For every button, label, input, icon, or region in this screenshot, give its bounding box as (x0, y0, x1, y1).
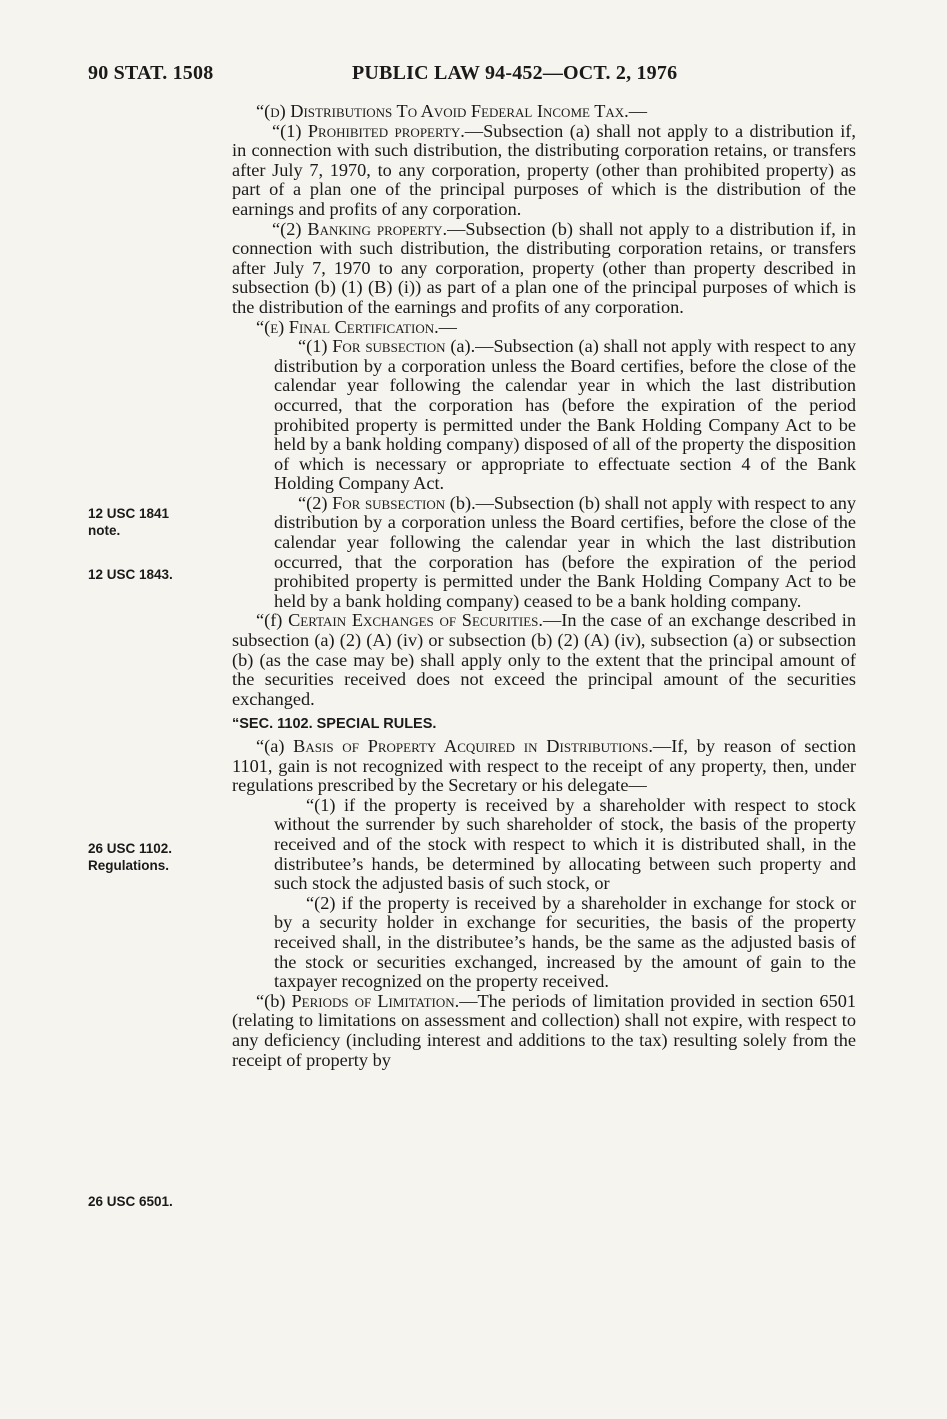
paragraph-prefix: “(1) (272, 120, 308, 141)
subsection-b-heading: Periods of Limitation. (291, 990, 460, 1011)
paragraph-prefix: “(b) (256, 990, 292, 1011)
margin-note-12-usc-1841 (88, 505, 169, 539)
paragraph-d2-heading: Banking property. (307, 218, 448, 239)
subsection-e-heading: “(e) Final Certification.— (256, 316, 457, 337)
paragraph-e2-heading: For subsection (332, 492, 446, 513)
paragraph-e1-heading: For subsection (332, 336, 446, 357)
subsection-f-text: —In the case of an exchange described in subsection (a) (2) (A) (iv) or subsection (b) (2) (A) (iv), subsection (a) or subsection (b) (as the case may be) shall apply only to the extent that the principal amount of the securities received does not exceed the principal amount of the securities exchanged. (232, 610, 857, 709)
section-1102-heading: “SEC. 1102. SPECIAL RULES. (232, 716, 437, 733)
subsection-f-heading: Certain Exchanges of Securities. (288, 610, 543, 631)
paragraph-prefix: “(2) (298, 492, 333, 513)
margin-note-12-usc-1843: 12 USC 1843. (88, 567, 173, 582)
paragraph-d1-heading: Prohibited property. (307, 120, 465, 141)
margin-note-line: Regulations. (88, 858, 170, 873)
stat-page-reference: 90 STAT. 1508 (88, 62, 214, 84)
paragraph-prefix: “(1) (298, 336, 333, 357)
subsection-b (232, 992, 856, 1070)
running-head: PUBLIC LAW 94-452—OCT. 2, 1976 (352, 62, 678, 84)
paragraph-e1-text: (a).—Subsection (a) shall not apply with respect to any distribution by a corporation unless the Board certifies, before the close of the calendar year following the calendar year in which the last distribution occurred, that the corporation has (before the expiration of the period prohibited property is permitted under the Bank Holding Company Act to be held by a bank holding company) disposed of all of the property the disposition of which is necessary or appropriate to effectuate section 4 of the Bank Holding Company Act. (274, 336, 856, 494)
paragraph-d1 (232, 122, 856, 220)
paragraph-d2 (232, 220, 856, 318)
margin-note-line: 26 USC 1102. (88, 841, 173, 856)
paragraph-e2-text: (b).—Subsection (b) shall not apply with respect to any distribution by a corporation unless the Board certifies, before the close of the calendar year following the calendar year in which the last distribution occurred, that the corporation has (before the expiration of the period prohibited property is permitted under the Bank Holding Company Act to be held by a bank holding company) ceased to be a bank holding company. (274, 492, 856, 611)
paragraph-prefix: “(2) (272, 218, 308, 239)
subsection-f (232, 611, 856, 709)
statute-text (232, 102, 856, 1070)
margin-note-line: note. (88, 523, 121, 538)
subsection-a-heading: Basis of Property Acquired in Distributions. (293, 736, 653, 756)
subsection-d-heading: “(d) Distributions To Avoid Federal Income Tax.— (256, 101, 647, 121)
subsection-b-text: —The periods of limitation provided in section 6501 (relating to limitations on assessment and collection) shall not expire, with respect to any deficiency (including interest and additions to the tax) resulting solely from the receipt of property by (232, 990, 856, 1070)
subsection-a-text: —If, by reason of section 1101, gain is not recognized with respect to the receipt of any property, then, under regulations prescribed by the Secretary or his delegate— (232, 736, 856, 796)
margin-note-26-usc-1102 (88, 840, 172, 874)
paragraph-d1-text: —Subsection (a) shall not apply to a distribution if, in connection with such distribution, the distributing corporation retains, or transfers after July 7, 1970, to any corporation, property (other than prohibited property) as part of a plan one of the principal purposes of which is the distribution of the earnings and profits of any corporation. (232, 120, 856, 219)
margin-note-line: 12 USC 1841 (88, 506, 170, 521)
paragraph-e1 (232, 337, 856, 494)
paragraph-prefix: “(f) (256, 610, 289, 631)
paragraph-d2-text: —Subsection (b) shall not apply to a distribution if, in connection with such distribution, the distributing corporation retains, or transfers after July 7, 1970 to any corporation, property (other than property described in subsection (b) (1) (B) (i)) as part of a plan one of the principal purposes of which is the distribution of the earnings and profits of any corporation. (232, 218, 856, 317)
subsection-a (232, 737, 856, 796)
paragraph-e2 (232, 494, 856, 612)
margin-note-26-usc-6501: 26 USC 6501. (88, 1194, 173, 1209)
paragraph-a1: “(1) if the property is received by a shareholder with respect to stock without the surrender by such shareholder of stock, the basis of the property received and of the stock with respect to which it is distributed shall, in the distributee’s hands, be determined by allocating between such property and such stock the adjusted basis of such stock, or (274, 794, 856, 894)
paragraph-a2: “(2) if the property is received by a shareholder in exchange for stock or by a security holder in exchange for securities, the basis of the property received shall, in the distributee’s hands, be the same as the adjusted basis of the stock or securities exchanged, increased by the amount of gain to the taxpayer recognized on the property received. (274, 892, 856, 992)
paragraph-prefix: “(a) (256, 736, 294, 756)
